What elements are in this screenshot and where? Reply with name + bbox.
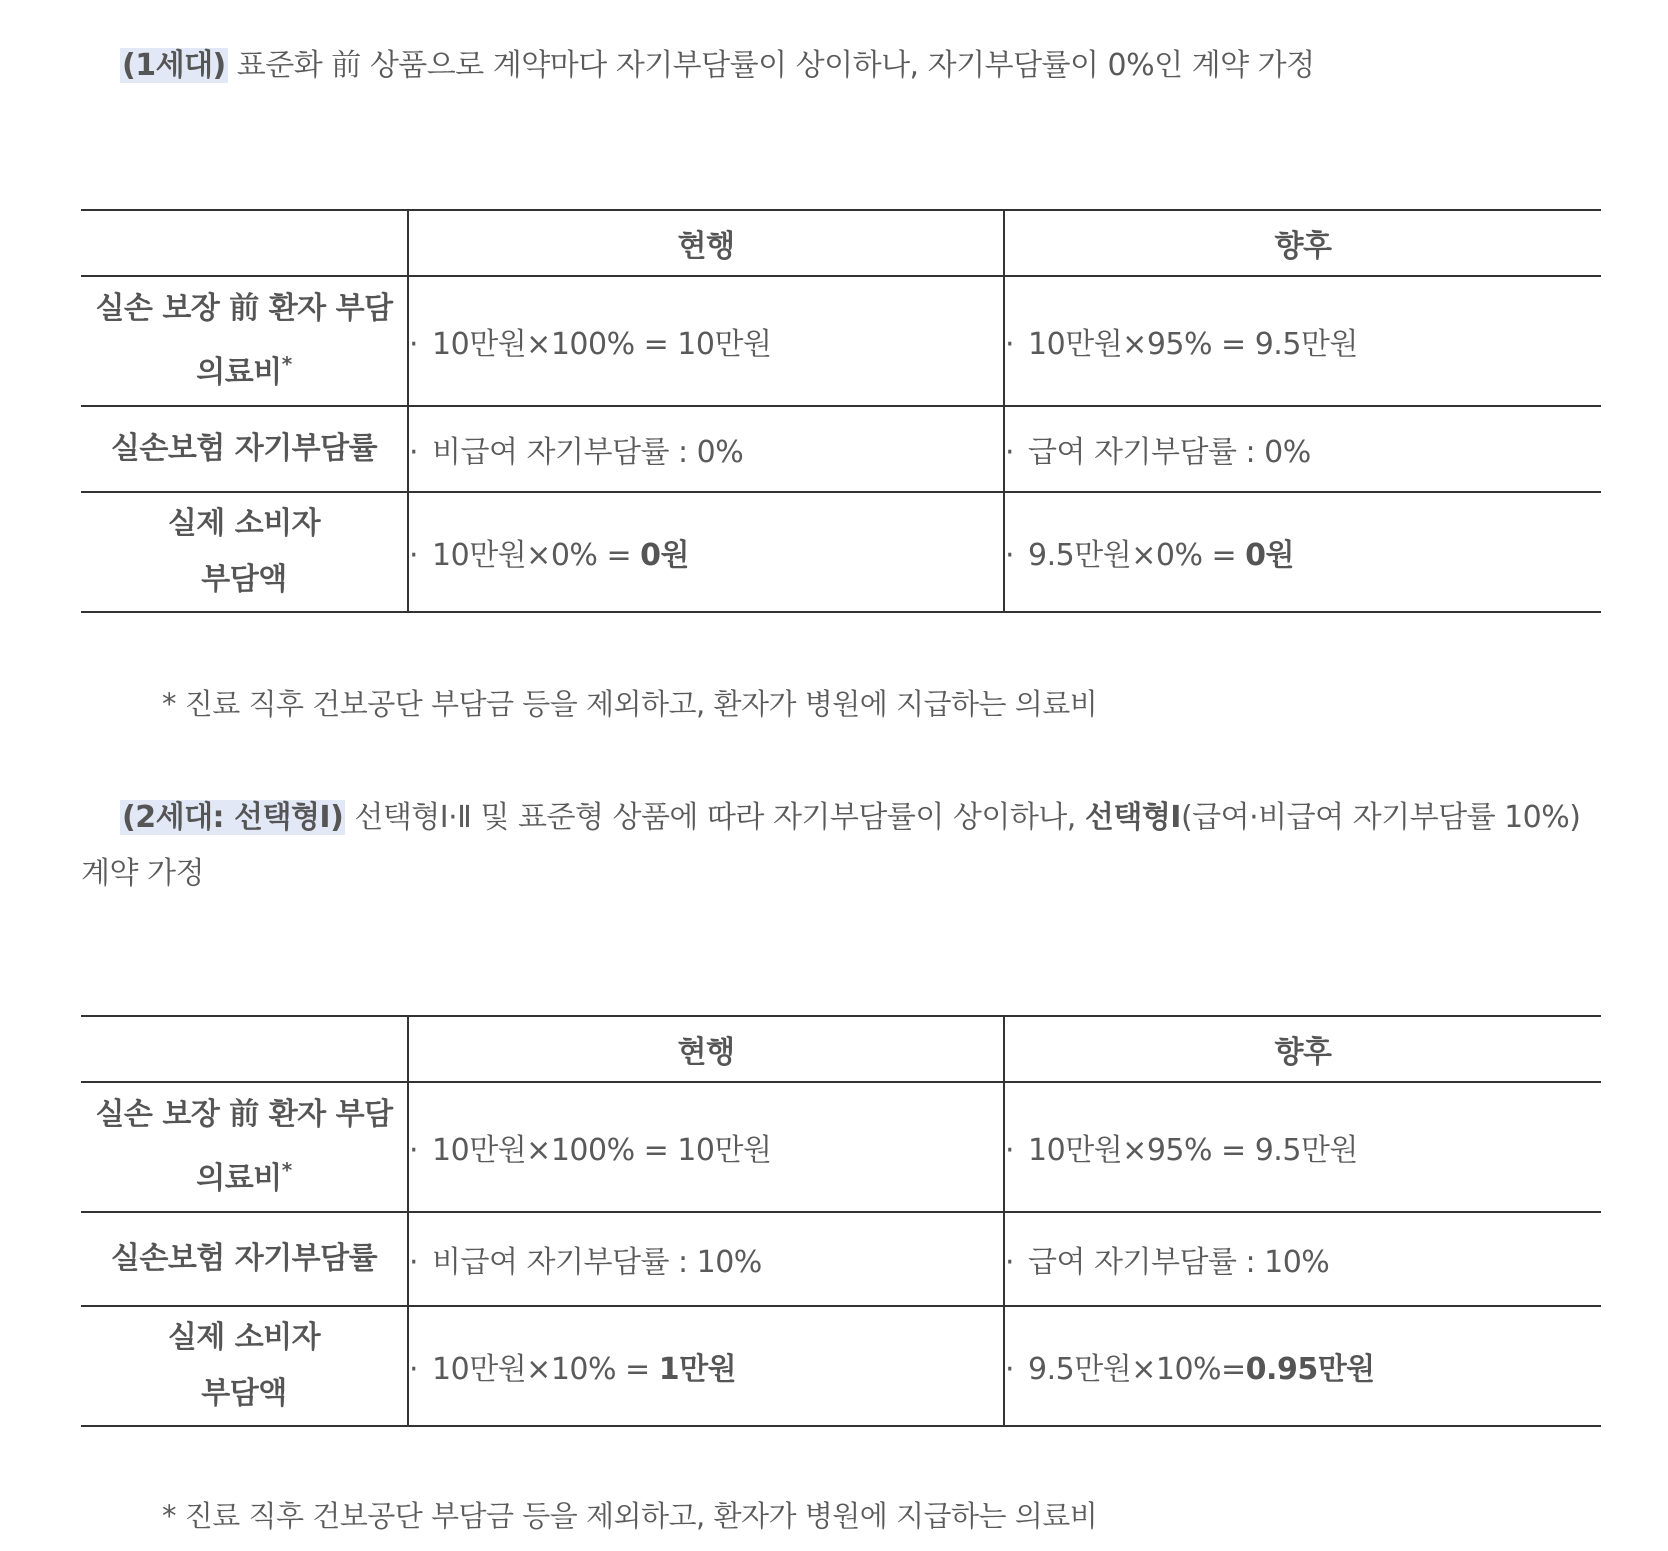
table-row-actual	[81, 1306, 1601, 1426]
cell-medical-current: · 10만원×100% = 10만원	[408, 276, 1004, 406]
cell-actual-future: · 9.5만원×0% = 0원	[1004, 492, 1601, 612]
result-value: 0.95만원	[1245, 1352, 1375, 1387]
cell-rate-current: · 비급여 자기부담률 : 10%	[408, 1212, 1004, 1306]
table-row-rate	[81, 1212, 1601, 1306]
cell-actual-current: · 10만원×0% = 0원	[408, 492, 1004, 612]
section1-text: 표준화 前 상품으로 계약마다 자기부담률이 상이하나, 자기부담률이 0%인 계약 가정	[227, 48, 1315, 83]
table-row-medical	[81, 276, 1601, 406]
cell-medical-future: · 10만원×95% = 9.5만원	[1004, 276, 1601, 406]
cell-medical-future: · 10만원×95% = 9.5만원	[1004, 1082, 1601, 1212]
section1-footnote: * 진료 직후 건보공단 부담금 등을 제외하고, 환자가 병원에 지급하는 의료비	[162, 687, 1098, 721]
section2-tag: (2세대: 선택형Ⅰ)	[122, 800, 344, 835]
cell-medical-current: · 10만원×100% = 10만원	[408, 1082, 1004, 1212]
result-value: 0원	[1245, 538, 1295, 573]
table-header-current: 현행	[408, 1016, 1004, 1082]
table-header-future: 향후	[1004, 1016, 1601, 1082]
section1-paragraph	[81, 38, 1601, 94]
cell-rate-future: · 급여 자기부담률 : 10%	[1004, 1212, 1601, 1306]
section1-tag: (1세대)	[122, 48, 226, 83]
section2-text-a: 선택형Ⅰ·Ⅱ 및 표준형 상품에 따라 자기부담률이 상이하나,	[345, 800, 1085, 835]
section2-footnote: * 진료 직후 건보공단 부담금 등을 제외하고, 환자가 병원에 지급하는 의료비	[162, 1499, 1098, 1533]
row-label-rate: 실손보험 자기부담률	[81, 406, 408, 492]
cell-actual-future: · 9.5만원×10%=0.95만원	[1004, 1306, 1601, 1426]
row-label-medical: 실손 보장 前 환자 부담 의료비*	[81, 1082, 408, 1212]
comparison-table-1	[81, 209, 1601, 613]
section2-text-b: (급여·비급여 자기부담률 10%) 계약 가정	[81, 800, 1581, 891]
comparison-table-2	[81, 1015, 1601, 1427]
cell-rate-future: · 급여 자기부담률 : 0%	[1004, 406, 1601, 492]
section2-text-bold: 선택형Ⅰ	[1084, 800, 1181, 835]
cell-rate-current: · 비급여 자기부담률 : 0%	[408, 406, 1004, 492]
table-header-empty	[81, 210, 408, 276]
row-label-actual: 실제 소비자 부담액	[81, 492, 408, 612]
cell-actual-current: · 10만원×10% = 1만원	[408, 1306, 1004, 1426]
row-label-actual: 실제 소비자 부담액	[81, 1306, 408, 1426]
table-row-medical	[81, 1082, 1601, 1212]
table-header-current: 현행	[408, 210, 1004, 276]
table-header-future: 향후	[1004, 210, 1601, 276]
row-label-rate: 실손보험 자기부담률	[81, 1212, 408, 1306]
row-label-medical: 실손 보장 前 환자 부담 의료비*	[81, 276, 408, 406]
section2-paragraph	[81, 790, 1601, 902]
result-value: 0원	[640, 538, 689, 573]
result-value: 1만원	[658, 1352, 737, 1387]
table-row-actual	[81, 492, 1601, 612]
table-header-empty	[81, 1016, 408, 1082]
table-row-rate	[81, 406, 1601, 492]
